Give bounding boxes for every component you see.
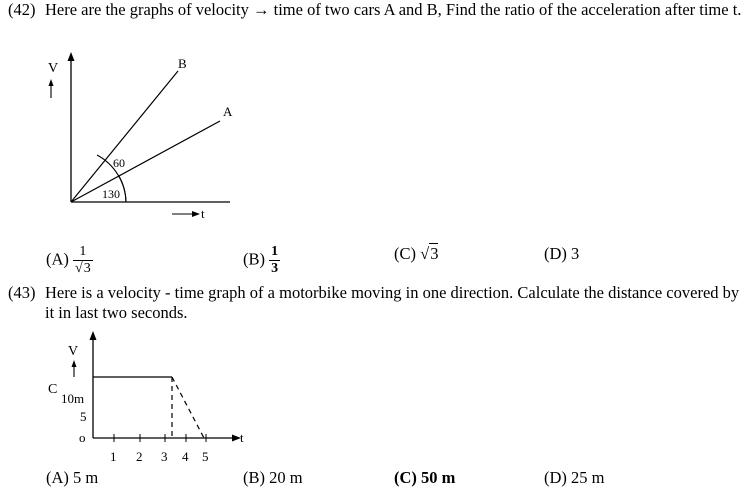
- velocity-line-decreasing: [172, 377, 204, 438]
- sqrt-symbol: √3: [420, 244, 439, 263]
- angle-label-60: 60: [113, 156, 125, 170]
- option-d[interactable]: (D) 25 m: [544, 468, 605, 487]
- velocity-time-graph-cars: [40, 52, 240, 227]
- y-tick-c: C: [48, 382, 58, 397]
- option-b[interactable]: (B) $\frac{1}{3}$: [243, 244, 279, 276]
- y-axis-arrowhead: [68, 52, 75, 61]
- question-text: Here are the graphs of velocity → time of two cars A and B, Find the ratio of the acceleration after time t.: [45, 0, 742, 19]
- line-b: [71, 71, 178, 202]
- line-a-label: A: [223, 104, 233, 119]
- x-axis-label: t: [240, 430, 244, 445]
- angle-label-130: 130: [102, 187, 120, 201]
- y-tick-10m: 10m: [61, 391, 85, 406]
- option-b-fraction: $\frac{1}{3}$: [271, 244, 279, 276]
- x-tick-4: 4: [182, 449, 189, 464]
- y-axis-arrowhead: [90, 331, 97, 340]
- question-text: Here is a velocity - time graph of a motorbike moving in one direction. Calculate the distance covered by it in last two seconds.: [45, 283, 740, 322]
- line-a: [71, 121, 220, 202]
- sqrt-symbol: √3: [75, 261, 91, 276]
- x-tick-1: 1: [110, 449, 117, 464]
- option-a-fraction: $\frac{1}{√3}$: [75, 244, 91, 276]
- question-number: (42): [8, 0, 36, 19]
- line-b-label: B: [178, 56, 187, 71]
- option-a[interactable]: (A) $\frac{1}{√3}$: [46, 244, 91, 276]
- option-b[interactable]: (B) 20 m: [243, 468, 303, 487]
- x-tick-3: 3: [161, 449, 168, 464]
- angle-arc-130: [119, 176, 126, 202]
- x-axis-label: t: [201, 206, 205, 221]
- x-tick-5: 5: [202, 449, 209, 464]
- option-d[interactable]: (D) 3: [544, 244, 580, 263]
- origin-label: o: [79, 430, 86, 445]
- y-axis-label: V: [68, 344, 79, 359]
- option-c[interactable]: (C) 50 m: [394, 468, 456, 487]
- y-axis-label: V: [48, 61, 59, 76]
- question-number: (43): [8, 283, 36, 302]
- option-a[interactable]: (A) 5 m: [46, 468, 99, 487]
- option-c[interactable]: (C) √3: [394, 244, 439, 263]
- y-tick-5: 5: [80, 409, 87, 424]
- velocity-time-graph-motorbike: [44, 330, 264, 465]
- x-tick-2: 2: [136, 449, 143, 464]
